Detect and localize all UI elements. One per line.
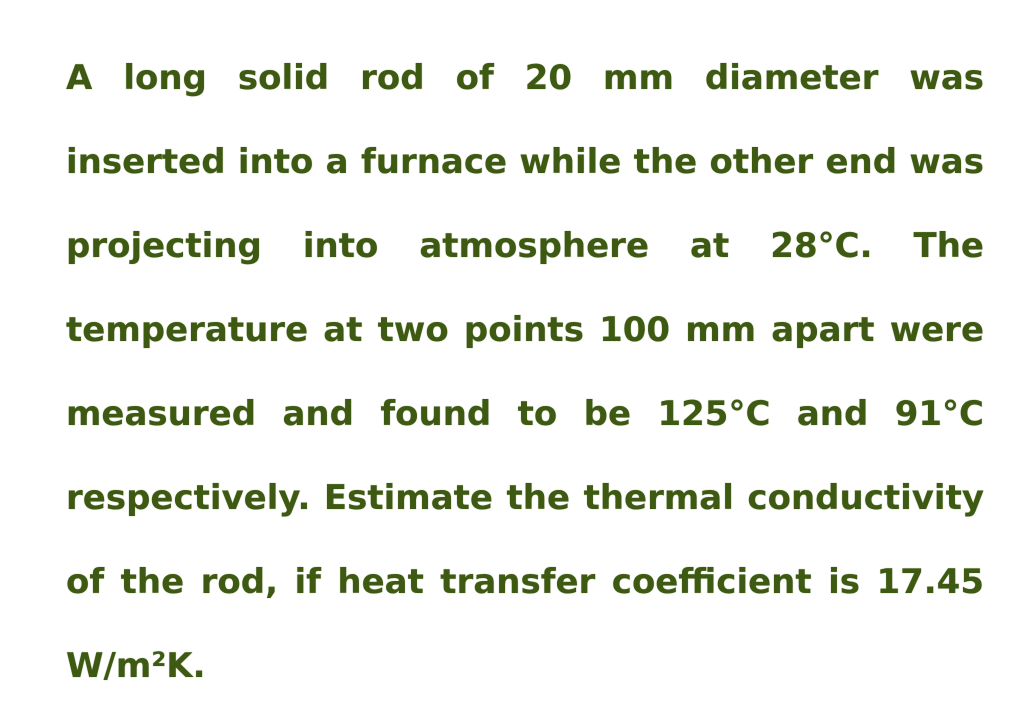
problem-line-1: A long solid rod of 20 mm diameter was <box>66 58 984 98</box>
problem-line-8: W/m²K. <box>66 646 206 686</box>
problem-statement <box>66 36 984 708</box>
problem-line-2: inserted into a furnace while the other end was <box>66 142 984 182</box>
problem-line-4: temperature at two points 100 mm apart were <box>66 310 984 350</box>
problem-line-7: of the rod, if heat transfer coefficient is 17.45 <box>66 562 984 602</box>
problem-line-3: projecting into atmosphere at 28°C. The <box>66 226 984 266</box>
problem-line-5: measured and found to be 125°C and 91°C <box>66 394 984 434</box>
problem-line-6: respectively. Estimate the thermal conductivity <box>66 478 984 518</box>
